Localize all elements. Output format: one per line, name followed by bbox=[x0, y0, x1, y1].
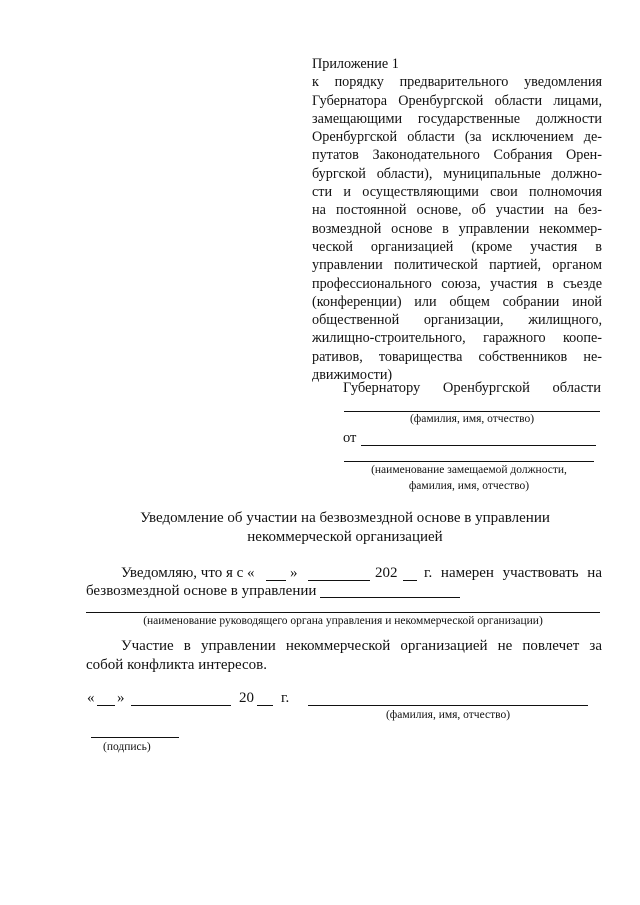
appendix-line: сти и осуществляющими свои полномочия bbox=[312, 184, 602, 201]
sign-month-line bbox=[131, 705, 231, 706]
signature-line bbox=[91, 737, 179, 738]
body-p2: безвозмездной основе в управлении bbox=[86, 583, 317, 599]
appendix-line: общественной организации, жилищного, bbox=[312, 312, 602, 329]
sign-year-line bbox=[257, 705, 273, 706]
appendix-line: замещающими государственные должности bbox=[312, 110, 602, 127]
from-line bbox=[361, 445, 596, 446]
appendix-line: возмездной основе в управлении некоммер- bbox=[312, 220, 602, 237]
sign-fio-caption: (фамилия, имя, отчество) bbox=[385, 709, 511, 721]
appendix-line: профессионального союза, участия в съезде bbox=[312, 275, 602, 292]
addressee-fio-line bbox=[344, 411, 600, 412]
sign-quote-open: « bbox=[87, 690, 95, 706]
body-p1-start: Уведомляю, что я с « bbox=[121, 565, 255, 581]
appendix-line: ческой организацией (кроме участия в bbox=[312, 238, 602, 255]
body-p3-line-2: собой конфликта интересов. bbox=[86, 657, 268, 673]
month-line bbox=[308, 580, 370, 581]
appendix-line: движимости) bbox=[312, 367, 393, 384]
body-p1-end: г. намерен участвовать на bbox=[424, 565, 602, 581]
body-p3-line-1: Участие в управлении некоммерческой организацией не повлечет за bbox=[121, 638, 602, 654]
addressee-to: Губернатору Оренбургской области bbox=[343, 380, 601, 396]
year-line bbox=[403, 580, 417, 581]
notice-title-line-2: некоммерческой организацией bbox=[247, 529, 443, 545]
sign-quote-close: » bbox=[117, 690, 125, 706]
appendix-line: на постоянной основе, об участии на без- bbox=[312, 202, 602, 219]
org-line-full bbox=[86, 612, 600, 613]
body-p1-year: 202 bbox=[375, 565, 398, 581]
position-line bbox=[344, 461, 594, 462]
sign-fio-line bbox=[308, 705, 588, 706]
appendix-line: Губернатора Оренбургской области лицами, bbox=[312, 92, 602, 109]
org-line-short bbox=[320, 597, 460, 598]
body-p1-quote-close: » bbox=[290, 565, 298, 581]
position-caption-1: (наименование замещаемой должности, bbox=[371, 464, 567, 476]
appendix-line: бургской области), муниципальные должно- bbox=[312, 165, 602, 182]
appendix-block bbox=[312, 55, 602, 384]
signature-caption: (подпись) bbox=[103, 741, 151, 753]
appendix-line: (конференции) или общем собрании иной bbox=[312, 293, 602, 310]
appendix-line: путатов Законодательного Собрания Орен- bbox=[312, 147, 602, 164]
sign-year-suffix: г. bbox=[281, 690, 290, 706]
addressee-fio-caption: (фамилия, имя, отчество) bbox=[409, 413, 535, 425]
appendix-line: к порядку предварительного уведомления bbox=[312, 74, 602, 91]
notice-title-line-1: Уведомление об участии на безвозмездной основе в управлении bbox=[140, 510, 550, 526]
appendix-line: жилищно-строительного, гаражного коопе- bbox=[312, 330, 602, 347]
day-line bbox=[266, 580, 286, 581]
position-caption-2: фамилия, имя, отчество) bbox=[408, 480, 530, 492]
appendix-line: управлении политической партией, органом bbox=[312, 257, 602, 274]
appendix-line: Оренбургской области (за исключением де- bbox=[312, 129, 602, 146]
sign-year: 20 bbox=[239, 690, 254, 706]
org-caption: (наименование руководящего органа управления и некоммерческой организации) bbox=[143, 615, 543, 627]
sign-day-line bbox=[97, 705, 115, 706]
appendix-line: Приложение 1 bbox=[312, 56, 399, 72]
from-label: от bbox=[343, 430, 357, 446]
appendix-line: ративов, товарищества собственников не- bbox=[312, 348, 602, 365]
